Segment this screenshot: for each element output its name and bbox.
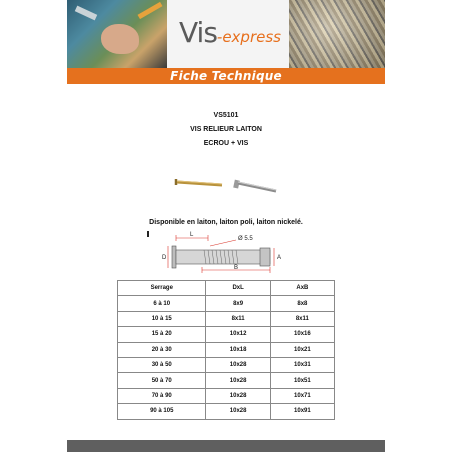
footer-bar xyxy=(67,440,385,452)
header-serrage: Serrage xyxy=(118,281,206,296)
cell-axb: 10x51 xyxy=(270,373,334,388)
cell-serrage: 50 à 70 xyxy=(118,373,206,388)
cell-serrage: 90 à 105 xyxy=(118,404,206,419)
cell-serrage: 20 à 30 xyxy=(118,342,206,357)
table-row xyxy=(118,388,335,403)
product-reference: VS5101 xyxy=(213,112,239,119)
header-banner xyxy=(67,0,385,68)
table-row xyxy=(118,404,335,419)
cell-serrage: 6 à 10 xyxy=(118,296,206,311)
cell-serrage: 70 à 90 xyxy=(118,388,206,403)
cell-axb: 10x71 xyxy=(270,388,334,403)
table-row xyxy=(118,296,335,311)
table-row xyxy=(118,373,335,388)
dim-label-b: B xyxy=(234,265,239,271)
cell-dxl: 8x11 xyxy=(206,311,270,326)
product-name: VIS RELIEUR LAITON xyxy=(190,126,262,133)
cell-axb: 10x21 xyxy=(270,342,334,357)
section-title: Fiche Technique xyxy=(170,69,282,83)
cell-dxl: 10x28 xyxy=(206,357,270,372)
tools-photo xyxy=(67,0,167,68)
logo-main-text: Vis xyxy=(179,16,217,49)
cell-axb: 8x8 xyxy=(270,296,334,311)
cell-dxl: 10x18 xyxy=(206,342,270,357)
header-dxl: DxL xyxy=(206,281,270,296)
dim-label-d: D xyxy=(162,255,167,261)
cell-dxl: 8x9 xyxy=(206,296,270,311)
availability-text: Disponible en laiton, laiton poli, laiton nickelé. xyxy=(149,219,303,226)
nut-image xyxy=(233,180,276,191)
screw-image xyxy=(176,179,222,185)
product-photo xyxy=(172,172,282,194)
dim-label-a: A xyxy=(277,255,282,261)
cell-axb: 8x11 xyxy=(270,311,334,326)
table-row xyxy=(118,327,335,342)
dim-label-l: L xyxy=(190,232,194,238)
table-row xyxy=(118,342,335,357)
table-row xyxy=(118,311,335,326)
cell-dxl: 10x28 xyxy=(206,373,270,388)
cell-dxl: 10x28 xyxy=(206,388,270,403)
logo-suffix-text: -express xyxy=(216,28,281,46)
technical-drawing xyxy=(150,228,290,276)
section-title-bar xyxy=(67,68,385,84)
cell-dxl: 10x12 xyxy=(206,327,270,342)
cell-axb: 10x91 xyxy=(270,404,334,419)
cell-dxl: 10x28 xyxy=(206,404,270,419)
specs-table xyxy=(117,280,335,420)
table-header-row xyxy=(118,281,335,296)
screws-photo xyxy=(289,0,385,68)
cell-axb: 10x31 xyxy=(270,357,334,372)
table-row xyxy=(118,357,335,372)
cell-serrage: 15 à 20 xyxy=(118,327,206,342)
dim-label-diameter: Ø 5.5 xyxy=(238,236,253,242)
cell-serrage: 30 à 50 xyxy=(118,357,206,372)
cell-serrage: 10 à 15 xyxy=(118,311,206,326)
product-contents: ECROU + VIS xyxy=(203,140,249,147)
marker-bar xyxy=(147,231,149,237)
cell-axb: 10x16 xyxy=(270,327,334,342)
vis-express-logo xyxy=(179,16,281,50)
header-axb: AxB xyxy=(270,281,334,296)
